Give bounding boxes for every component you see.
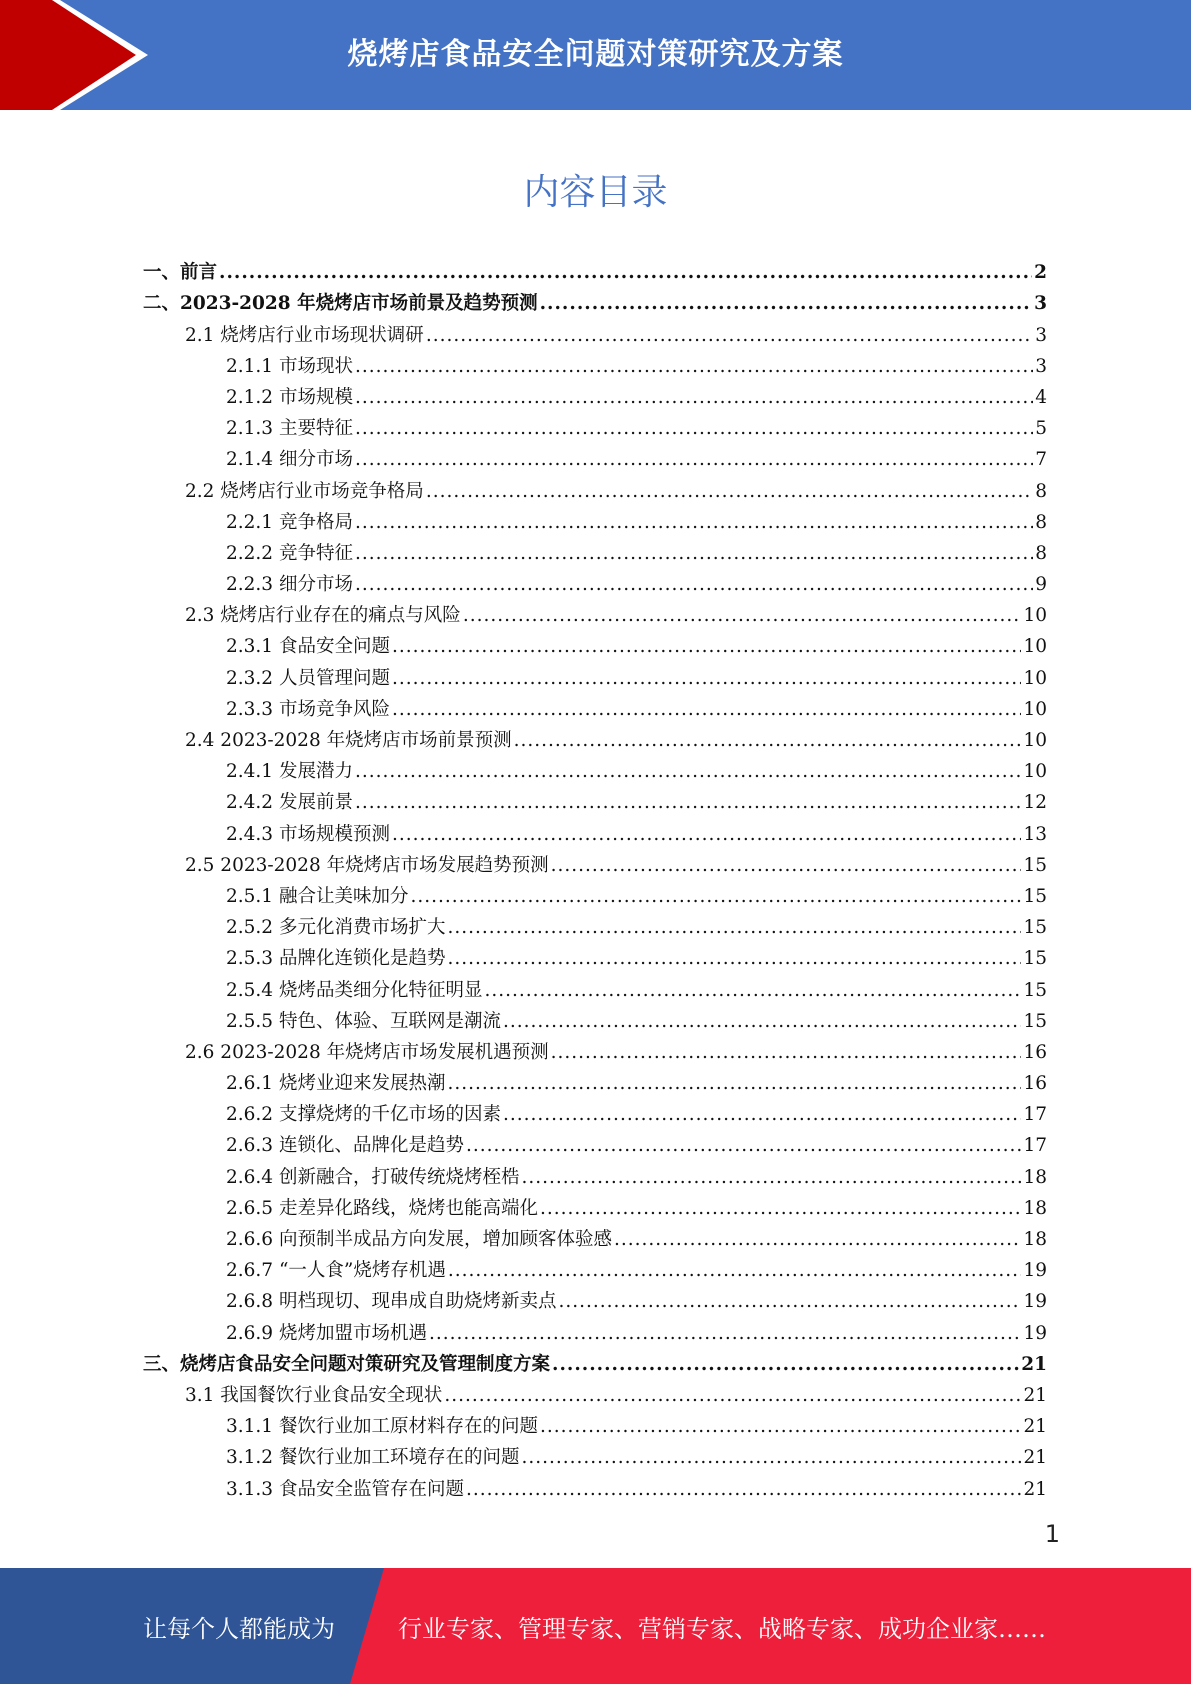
toc-entry-page: 10 <box>1023 761 1047 783</box>
toc-entry-page: 15 <box>1023 948 1047 970</box>
toc-entry[interactable] <box>143 535 1047 566</box>
toc-leader-dots <box>355 511 1033 535</box>
toc-entry[interactable] <box>143 441 1047 472</box>
toc-entry-title: 2.4.1 发展潜力 <box>226 761 353 783</box>
toc-leader-dots <box>503 1010 1021 1034</box>
toc-leader-dots <box>355 355 1033 379</box>
toc-entry-title: 2.4 2023-2028 年烧烤店市场前景预测 <box>185 730 512 751</box>
toc-entry-page: 21 <box>1023 1478 1047 1500</box>
toc-leader-dots <box>514 729 1022 753</box>
toc-leader-dots <box>521 1446 1021 1470</box>
toc-entry-title: 3.1.2 餐饮行业加工环境存在的问题 <box>226 1447 520 1469</box>
toc-entry-title: 2.6.4 创新融合，打破传统烧烤桎梏 <box>226 1166 520 1188</box>
toc-entry[interactable] <box>143 1283 1047 1314</box>
toc-entry-title: 2.5.2 多元化消费市场扩大 <box>226 917 446 939</box>
toc-entry-page: 17 <box>1023 1135 1047 1157</box>
toc-leader-dots <box>355 386 1033 410</box>
toc-entry[interactable] <box>143 348 1047 379</box>
toc-entry[interactable] <box>143 1190 1047 1221</box>
toc-entry-page: 19 <box>1023 1322 1047 1344</box>
toc-entry-title: 2.2 烧烤店行业市场竞争格局 <box>185 480 424 502</box>
toc-leader-dots <box>355 573 1033 597</box>
toc-entry-title: 2.5.3 品牌化连锁化是趋势 <box>226 948 446 970</box>
toc-entry-page: 10 <box>1023 605 1047 627</box>
toc-entry-page: 21 <box>1021 1353 1047 1375</box>
toc-entry[interactable] <box>143 753 1047 784</box>
toc-entry[interactable] <box>143 316 1047 347</box>
toc-entry-title: 2.1.1 市场现状 <box>226 355 353 377</box>
toc-entry[interactable] <box>143 878 1047 909</box>
toc-leader-dots <box>614 1228 1021 1252</box>
toc-entry[interactable] <box>143 722 1047 753</box>
toc-entry-page: 18 <box>1023 1166 1047 1188</box>
toc-entry-title: 2.2.3 细分市场 <box>226 574 353 596</box>
toc-entry-page: 4 <box>1035 386 1047 408</box>
toc-entry-title: 3.1.3 食品安全监管存在问题 <box>226 1478 464 1500</box>
toc-entry-title: 2.2.2 竞争特征 <box>226 542 353 564</box>
toc-entry-title: 2.5.1 融合让美味加分 <box>226 885 409 907</box>
toc-entry-title: 2.2.1 竞争格局 <box>226 511 353 533</box>
toc-entry-title: 2.6 2023-2028 年烧烤店市场发展机遇预测 <box>185 1041 549 1063</box>
toc-leader-dots <box>355 791 1022 815</box>
toc-leader-dots <box>447 1072 1021 1096</box>
toc-entry-title: 2.6.7 “一人食”烧烤存机遇 <box>226 1260 446 1282</box>
toc-entry[interactable] <box>143 379 1047 410</box>
toc-leader-dots <box>392 823 1021 847</box>
toc-entry[interactable] <box>143 285 1047 316</box>
toc-entry[interactable] <box>143 1439 1047 1470</box>
toc-entry[interactable] <box>143 1346 1047 1377</box>
toc-entry-title: 一、前言 <box>143 262 218 284</box>
toc-entry[interactable] <box>143 1034 1047 1065</box>
toc-leader-dots <box>466 1134 1021 1158</box>
page-number: 1 <box>1044 1520 1060 1548</box>
toc-leader-dots <box>392 698 1021 722</box>
toc-entry-title: 2.5.4 烧烤品类细分化特征明显 <box>226 979 483 1001</box>
toc-entry[interactable] <box>143 1096 1047 1127</box>
toc-leader-dots <box>466 1478 1021 1502</box>
toc-leader-dots <box>447 916 1021 940</box>
toc-leader-dots <box>355 448 1033 472</box>
toc-entry-title: 三、烧烤店食品安全问题对策研究及管理制度方案 <box>143 1353 551 1375</box>
toc-entry-page: 8 <box>1035 542 1047 564</box>
toc-entry[interactable] <box>143 909 1047 940</box>
toc-entry[interactable] <box>143 504 1047 535</box>
toc-entry-page: 17 <box>1023 1104 1047 1126</box>
toc-entry-title: 二、2023-2028 年烧烤店市场前景及趋势预测 <box>143 293 538 315</box>
toc-leader-dots <box>552 1353 1019 1377</box>
toc-leader-dots <box>463 604 1022 628</box>
toc-entry-title: 2.6.9 烧烤加盟市场机遇 <box>226 1322 427 1344</box>
table-of-contents <box>143 254 1047 1502</box>
toc-entry[interactable] <box>143 1221 1047 1252</box>
toc-entry-title: 3.1.1 餐饮行业加工原材料存在的问题 <box>226 1416 538 1438</box>
toc-leader-dots <box>551 854 1022 878</box>
toc-entry-title: 2.4.2 发展前景 <box>226 792 353 814</box>
toc-entry[interactable] <box>143 1470 1047 1501</box>
toc-entry[interactable] <box>143 1065 1047 1096</box>
toc-entry-page: 15 <box>1023 854 1047 876</box>
toc-entry-page: 19 <box>1023 1260 1047 1282</box>
toc-leader-dots <box>540 1197 1021 1221</box>
toc-entry-page: 15 <box>1023 885 1047 907</box>
toc-leader-dots <box>426 480 1033 504</box>
toc-entry[interactable] <box>143 1377 1047 1408</box>
toc-leader-dots <box>558 1290 1021 1314</box>
toc-entry-title: 2.1.2 市场规模 <box>226 386 353 408</box>
toc-entry-title: 2.1.3 主要特征 <box>226 418 353 440</box>
toc-entry[interactable] <box>143 1408 1047 1439</box>
footer-slogan-right: 行业专家、管理专家、营销专家、战略专家、成功企业家…… <box>398 1614 1046 1643</box>
toc-entry[interactable] <box>143 971 1047 1002</box>
document-title: 烧烤店食品安全问题对策研究及方案 <box>347 37 844 72</box>
toc-entry-title: 2.5 2023-2028 年烧烤店市场发展趋势预测 <box>185 854 549 876</box>
toc-leader-dots <box>429 1322 1021 1346</box>
toc-entry-page: 21 <box>1023 1416 1047 1438</box>
toc-entry[interactable] <box>143 472 1047 503</box>
toc-entry-page: 3 <box>1034 293 1047 315</box>
toc-entry[interactable] <box>143 1127 1047 1158</box>
toc-entry[interactable] <box>143 1158 1047 1189</box>
toc-entry-title: 2.6.2 支撑烧烤的千亿市场的因素 <box>226 1104 501 1126</box>
toc-entry[interactable] <box>143 597 1047 628</box>
toc-leader-dots <box>540 292 1033 316</box>
toc-entry-page: 8 <box>1035 511 1047 533</box>
toc-leader-dots <box>355 542 1033 566</box>
toc-leader-dots <box>392 635 1021 659</box>
toc-entry-title: 2.1.4 细分市场 <box>226 449 353 471</box>
toc-entry-page: 15 <box>1023 917 1047 939</box>
toc-entry-title: 2.1 烧烤店行业市场现状调研 <box>185 324 424 346</box>
toc-entry-page: 12 <box>1023 792 1047 814</box>
toc-entry[interactable] <box>143 940 1047 971</box>
toc-entry-page: 16 <box>1023 1041 1047 1063</box>
toc-entry-page: 5 <box>1035 418 1047 440</box>
toc-leader-dots <box>447 947 1021 971</box>
toc-leader-dots <box>410 885 1021 909</box>
toc-entry-page: 15 <box>1023 1010 1047 1032</box>
toc-entry-page: 19 <box>1023 1291 1047 1313</box>
toc-entry[interactable] <box>143 784 1047 815</box>
toc-leader-dots <box>521 1166 1021 1190</box>
toc-entry-page: 8 <box>1035 480 1047 502</box>
toc-leader-dots <box>540 1415 1021 1439</box>
toc-leader-dots <box>551 1041 1022 1065</box>
toc-entry[interactable] <box>143 1314 1047 1345</box>
toc-entry-page: 13 <box>1023 823 1047 845</box>
toc-entry-title: 2.3.1 食品安全问题 <box>226 636 390 658</box>
toc-entry-page: 2 <box>1034 262 1047 284</box>
toc-entry[interactable] <box>143 815 1047 846</box>
toc-entry-page: 18 <box>1023 1229 1047 1250</box>
toc-entry-title: 2.3.2 人员管理问题 <box>226 667 390 689</box>
toc-entry-page: 10 <box>1023 730 1047 751</box>
toc-leader-dots <box>444 1384 1021 1408</box>
toc-entry-title: 2.6.3 连锁化、品牌化是趋势 <box>226 1135 464 1157</box>
toc-heading: 内容目录 <box>523 172 668 213</box>
toc-entry-title: 2.6.1 烧烤业迎来发展热潮 <box>226 1073 446 1095</box>
toc-entry-page: 18 <box>1023 1197 1047 1219</box>
toc-entry[interactable] <box>143 691 1047 722</box>
toc-entry-page: 7 <box>1035 449 1047 471</box>
toc-entry-title: 2.6.8 明档现切、现串成自助烧烤新卖点 <box>226 1291 557 1313</box>
toc-entry[interactable] <box>143 628 1047 659</box>
toc-entry-page: 21 <box>1023 1384 1047 1406</box>
toc-entry-title: 2.3.3 市场竞争风险 <box>226 698 390 720</box>
toc-entry-page: 9 <box>1035 574 1047 596</box>
toc-leader-dots <box>355 417 1033 441</box>
toc-leader-dots <box>503 1103 1021 1127</box>
toc-entry[interactable] <box>143 847 1047 878</box>
toc-entry-page: 21 <box>1023 1447 1047 1469</box>
toc-entry[interactable] <box>143 566 1047 597</box>
toc-entry-page: 10 <box>1023 667 1047 689</box>
toc-entry-title: 2.6.6 向预制半成品方向发展，增加顾客体验感 <box>226 1229 612 1250</box>
toc-entry-title: 2.5.5 特色、体验、互联网是潮流 <box>226 1010 501 1032</box>
page-header-band <box>0 0 1191 110</box>
toc-entry-page: 10 <box>1023 636 1047 658</box>
toc-entry[interactable] <box>143 254 1047 285</box>
toc-entry-page: 16 <box>1023 1073 1047 1095</box>
toc-entry-title: 2.3 烧烤店行业存在的痛点与风险 <box>185 605 461 627</box>
toc-leader-dots <box>448 1259 1022 1283</box>
toc-entry[interactable] <box>143 659 1047 690</box>
toc-leader-dots <box>426 324 1033 348</box>
toc-leader-dots <box>392 667 1021 691</box>
toc-entry-title: 3.1 我国餐饮行业食品安全现状 <box>185 1384 443 1406</box>
toc-leader-dots <box>355 760 1022 784</box>
toc-entry[interactable] <box>143 1252 1047 1283</box>
toc-leader-dots <box>219 261 1032 285</box>
toc-leader-dots <box>484 979 1021 1003</box>
toc-entry-page: 3 <box>1035 324 1047 346</box>
toc-entry[interactable] <box>143 410 1047 441</box>
toc-entry-page: 10 <box>1023 698 1047 720</box>
toc-entry[interactable] <box>143 1003 1047 1034</box>
page-footer <box>0 1568 1191 1684</box>
toc-entry-page: 15 <box>1023 979 1047 1001</box>
toc-entry-page: 3 <box>1035 355 1047 377</box>
toc-entry-title: 2.4.3 市场规模预测 <box>226 823 390 845</box>
footer-slogan-left: 让每个人都能成为 <box>143 1614 335 1643</box>
toc-entry-title: 2.6.5 走差异化路线，烧烤也能高端化 <box>226 1197 538 1219</box>
